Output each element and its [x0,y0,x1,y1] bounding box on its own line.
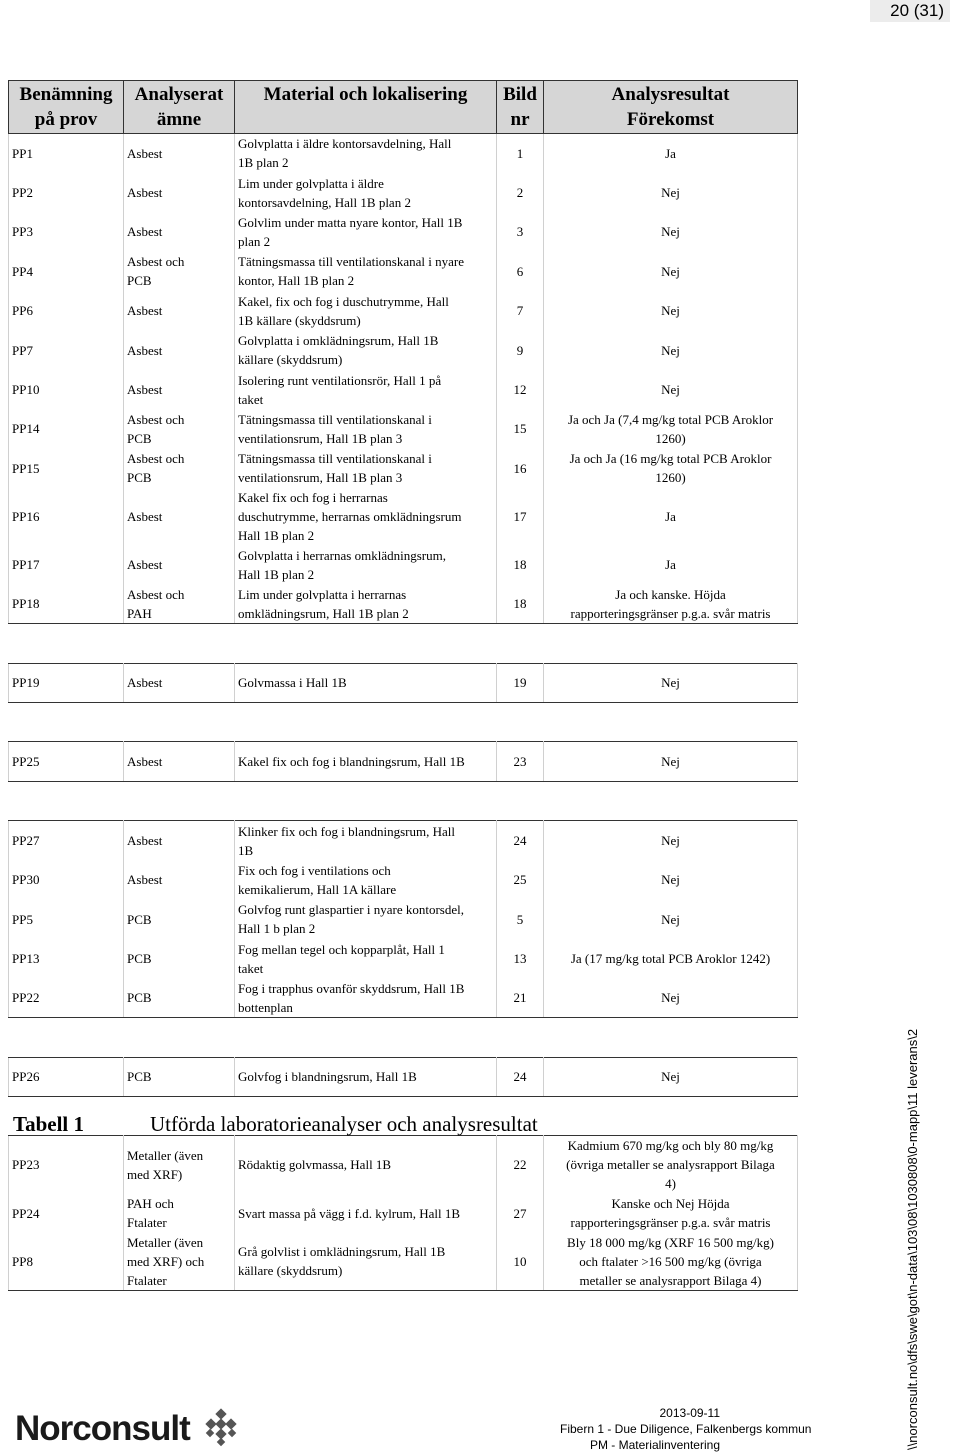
cell-image-number: 23 [497,742,544,781]
cell-analysis-result: Nej [544,291,798,330]
cell-sample-id: PP7 [9,330,124,369]
cell-material-location: Fog mellan tegel och kopparplåt, Hall 1 taket [235,939,497,978]
cell-analysis-result: Ja (17 mg/kg total PCB Aroklor 1242) [544,939,798,978]
spacer-cell [9,624,798,663]
cell-image-number: 25 [497,860,544,899]
page-number: 20 (31) [870,0,950,22]
cell-material-location: Tätningsmassa till ventilationskanal i nyare kontor, Hall 1B plan 2 [235,252,497,291]
cell-material-location: Svart massa på vägg i f.d. kylrum, Hall 1B [235,1193,497,1232]
cell-material-location: Golvmassa i Hall 1B [235,663,497,702]
cell-analysed-substance: Asbest och PAH [124,584,235,623]
table-row [9,978,798,1017]
table-row [9,330,798,369]
cell-sample-id: PP17 [9,545,124,584]
page-footer [560,1405,812,1455]
cell-analysis-result: Nej [544,1057,798,1096]
table-row [9,1193,798,1232]
table-row [9,545,798,584]
table-row [9,488,798,545]
footer-document: PM - Materialinventering [589,1438,720,1452]
cell-analysed-substance: Asbest [124,173,235,212]
table-row [9,939,798,978]
cell-analysis-result: Kanske och Nej Höjda rapporteringsgränser p.g.a. svår matris [544,1193,798,1232]
cell-image-number: 12 [497,370,544,409]
cell-sample-id: PP23 [9,1136,124,1194]
cell-material-location: Tätningsmassa till ventilationskanal i ventilationsrum, Hall 1B plan 3 [235,449,497,488]
cell-analysed-substance: PAH och Ftalater [124,1193,235,1232]
cell-image-number: 22 [497,1136,544,1194]
cell-material-location: Golvplatta i herrarnas omklädningsrum, Hall 1B plan 2 [235,545,497,584]
table-row [9,860,798,899]
cell-image-number: 10 [497,1233,544,1291]
cell-analysis-result: Nej [544,212,798,251]
cell-analysis-result: Nej [544,173,798,212]
side-path-text: \\norconsult.no\dfs\swe\got\n-data\103\08\1030808\0-mapp\11 leverans\2 [905,1028,920,1450]
cell-analysed-substance: Asbest [124,370,235,409]
cell-sample-id: PP25 [9,742,124,781]
cell-image-number: 6 [497,252,544,291]
cell-material-location: Lim under golvplatta i äldre kontorsavdelning, Hall 1B plan 2 [235,173,497,212]
cell-analysed-substance: Asbest [124,488,235,545]
cell-analysed-substance: Metaller (även med XRF) och Ftalater [124,1233,235,1291]
spacer-cell [9,1018,798,1057]
cell-sample-id: PP4 [9,252,124,291]
table-row [9,409,798,448]
cell-sample-id: PP19 [9,663,124,702]
cell-analysed-substance: Asbest och PCB [124,409,235,448]
cell-image-number: 18 [497,545,544,584]
cell-material-location: Kakel fix och fog i blandningsrum, Hall 1B [235,742,497,781]
cell-analysed-substance: Metaller (även med XRF) [124,1136,235,1194]
cell-analysis-result: Ja [544,488,798,545]
table-row [9,742,798,781]
table-row [9,821,798,860]
cell-analysis-result: Nej [544,252,798,291]
cell-analysis-result: Nej [544,978,798,1017]
table-row [9,900,798,939]
cell-material-location: Tätningsmassa till ventilationskanal i ventilationsrum, Hall 1B plan 3 [235,409,497,448]
cell-image-number: 24 [497,821,544,860]
cell-material-location: Rödaktig golvmassa, Hall 1B [235,1136,497,1194]
table-row [9,212,798,251]
cell-analysis-result: Nej [544,860,798,899]
cell-image-number: 9 [497,330,544,369]
cell-analysis-result: Nej [544,663,798,702]
table-row [9,252,798,291]
cell-sample-id: PP15 [9,449,124,488]
header-analysis-result: Analysresultat Förekomst [544,81,798,134]
cell-image-number: 1 [497,134,544,173]
caption-label: Tabell 1 [13,1112,84,1136]
logo-wordmark: Norconsult [15,1409,190,1448]
cell-analysed-substance: PCB [124,939,235,978]
cell-analysed-substance: Asbest [124,742,235,781]
footer-date: 2013-09-11 [659,1406,720,1420]
table-row [9,584,798,623]
cell-sample-id: PP14 [9,409,124,448]
side-file-path [905,1028,920,1451]
cell-analysis-result: Ja och Ja (7,4 mg/kg total PCB Aroklor 1260) [544,409,798,448]
cell-analysed-substance: Asbest [124,330,235,369]
cell-sample-id: PP8 [9,1233,124,1291]
cell-image-number: 16 [497,449,544,488]
table-spacer-row [9,624,798,663]
table-header-row [9,81,798,134]
cell-sample-id: PP22 [9,978,124,1017]
table-caption [13,1110,793,1140]
table-spacer-row [9,781,798,820]
header-sample-name: Benämning på prov [9,81,124,134]
cell-material-location: Isolering runt ventilationsrör, Hall 1 på taket [235,370,497,409]
table-row [9,663,798,702]
cell-material-location: Golvplatta i omklädningsrum, Hall 1B källare (skyddsrum) [235,330,497,369]
cell-analysed-substance: Asbest [124,821,235,860]
cell-image-number: 19 [497,663,544,702]
cell-material-location: Fix och fog i ventilations och kemikalierum, Hall 1A källare [235,860,497,899]
cell-analysis-result: Nej [544,330,798,369]
table-row [9,291,798,330]
cell-sample-id: PP16 [9,488,124,545]
cell-sample-id: PP30 [9,860,124,899]
table-row [9,1057,798,1096]
cell-analysed-substance: PCB [124,1057,235,1096]
cell-sample-id: PP5 [9,900,124,939]
cell-image-number: 2 [497,173,544,212]
cell-analysis-result: Ja och kanske. Höjda rapporteringsgränser p.g.a. svår matris [544,584,798,623]
cell-material-location: Grå golvlist i omklädningsrum, Hall 1B källare (skyddsrum) [235,1233,497,1291]
cell-analysis-result: Nej [544,742,798,781]
cell-image-number: 18 [497,584,544,623]
cell-analysed-substance: Asbest [124,291,235,330]
table-row [9,173,798,212]
cell-material-location: Golvlim under matta nyare kontor, Hall 1B plan 2 [235,212,497,251]
logo-diamond-icon [201,1408,241,1448]
table-row [9,1233,798,1291]
cell-image-number: 15 [497,409,544,448]
cell-sample-id: PP1 [9,134,124,173]
cell-analysis-result: Kadmium 670 mg/kg och bly 80 mg/kg (övriga metaller se analysrapport Bilaga 4) [544,1136,798,1194]
cell-analysed-substance: Asbest [124,212,235,251]
table-row [9,1136,798,1194]
cell-image-number: 13 [497,939,544,978]
header-image-number: Bild nr [497,81,544,134]
cell-analysed-substance: Asbest [124,545,235,584]
cell-image-number: 3 [497,212,544,251]
cell-sample-id: PP6 [9,291,124,330]
cell-analysed-substance: Asbest och PCB [124,449,235,488]
cell-material-location: Kakel fix och fog i herrarnas duschutrymme, herrarnas omklädningsrum Hall 1B plan 2 [235,488,497,545]
table-spacer-row [9,1018,798,1057]
cell-sample-id: PP24 [9,1193,124,1232]
cell-material-location: Fog i trapphus ovanför skyddsrum, Hall 1B bottenplan [235,978,497,1017]
cell-sample-id: PP13 [9,939,124,978]
cell-analysis-result: Ja [544,134,798,173]
cell-analysis-result: Nej [544,900,798,939]
cell-image-number: 17 [497,488,544,545]
header-analysed-substance: Analyserat ämne [124,81,235,134]
cell-image-number: 24 [497,1057,544,1096]
footer-project: Fibern 1 - Due Diligence, Falkenbergs kommun [560,1422,812,1436]
cell-analysed-substance: PCB [124,978,235,1017]
norconsult-logo [15,1410,240,1448]
table-row [9,370,798,409]
cell-analysed-substance: Asbest och PCB [124,252,235,291]
cell-sample-id: PP10 [9,370,124,409]
cell-analysis-result: Bly 18 000 mg/kg (XRF 16 500 mg/kg) och ftalater >16 500 mg/kg (övriga metaller se analysrapport Bilaga 4) [544,1233,798,1291]
cell-sample-id: PP3 [9,212,124,251]
cell-image-number: 27 [497,1193,544,1232]
spacer-cell [9,703,798,742]
cell-image-number: 21 [497,978,544,1017]
table-spacer-row [9,703,798,742]
table-row [9,134,798,173]
cell-analysis-result: Nej [544,821,798,860]
cell-analysed-substance: Asbest [124,134,235,173]
caption-text: Utförda laboratorieanalyser och analysresultat [150,1112,538,1136]
cell-analysis-result: Ja [544,545,798,584]
cell-material-location: Lim under golvplatta i herrarnas omklädningsrum, Hall 1B plan 2 [235,584,497,623]
cell-sample-id: PP26 [9,1057,124,1096]
cell-sample-id: PP27 [9,821,124,860]
cell-sample-id: PP18 [9,584,124,623]
cell-material-location: Golvfog runt glaspartier i nyare kontorsdel, Hall 1 b plan 2 [235,900,497,939]
cell-material-location: Golvfog i blandningsrum, Hall 1B [235,1057,497,1096]
cell-material-location: Golvplatta i äldre kontorsavdelning, Hall 1B plan 2 [235,134,497,173]
cell-analysis-result: Nej [544,370,798,409]
cell-image-number: 5 [497,900,544,939]
cell-analysis-result: Ja och Ja (16 mg/kg total PCB Aroklor 1260) [544,449,798,488]
cell-image-number: 7 [497,291,544,330]
table-row [9,449,798,488]
cell-analysed-substance: PCB [124,900,235,939]
cell-analysed-substance: Asbest [124,860,235,899]
spacer-cell [9,781,798,820]
cell-material-location: Klinker fix och fog i blandningsrum, Hall 1B [235,821,497,860]
cell-material-location: Kakel, fix och fog i duschutrymme, Hall 1B källare (skyddsrum) [235,291,497,330]
header-material-location: Material och lokalisering [235,81,497,134]
cell-sample-id: PP2 [9,173,124,212]
cell-analysed-substance: Asbest [124,663,235,702]
